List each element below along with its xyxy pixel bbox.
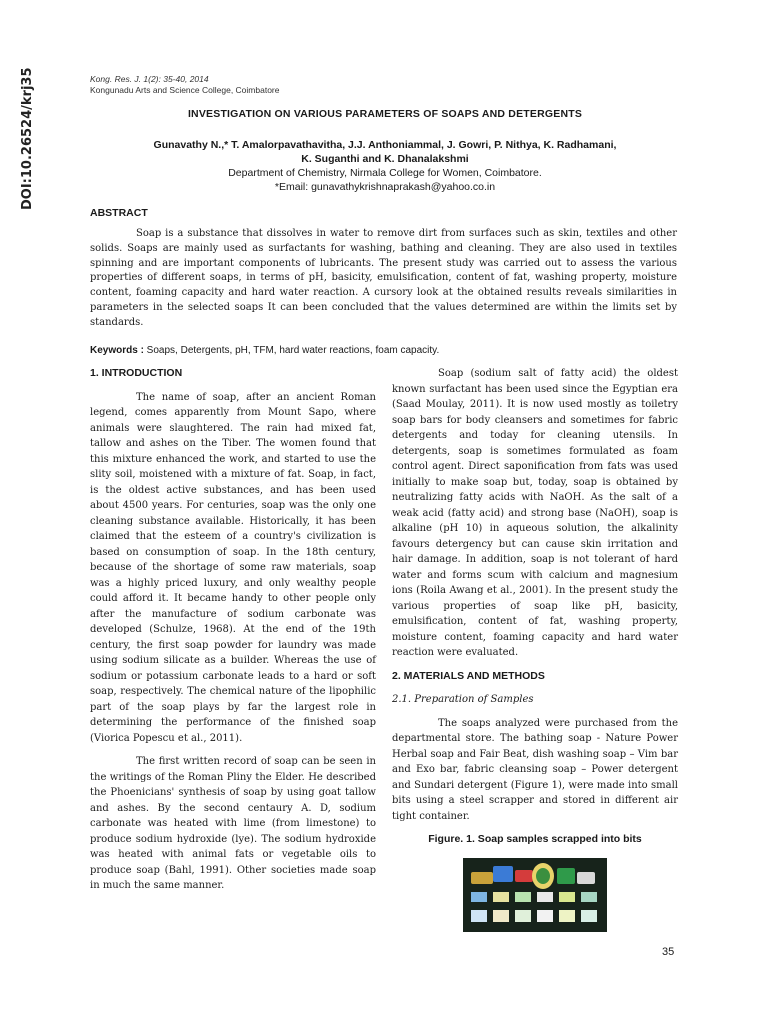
authors-line-2: K. Suganthi and K. Dhanalakshmi: [301, 153, 469, 165]
affiliation-dept: Department of Chemistry, Nirmala College for Women, Coimbatore.: [228, 167, 542, 179]
journal-publisher: Kongunadu Arts and Science College, Coimbatore: [90, 85, 280, 95]
abstract-text: Soap is a substance that dissolves in water to remove dirt from surfaces such as skin, textiles and other solids. Soaps are mainly used as surfactants for washing, bathing and cleaning. They are also used in textiles spinning and are important components of lubricants. The present study was carried out to assess the various properties of different soaps, in terms of pH, basicity, emulsification, content of fat, washing property, moisture content, foaming capacity and hard water reaction. A cursory look at the obtained results reveals similarities in parameters in the selected soaps It can been concluded that the values determined are within the limits set by standards.: [90, 228, 677, 328]
keywords-label: Keywords :: [90, 345, 144, 356]
abstract-body: [90, 227, 677, 331]
journal-citation: Kong. Res. J. 1(2): 35-40, 2014: [90, 74, 209, 84]
methods-heading: 2. MATERIALS AND METHODS: [392, 669, 545, 682]
intro-paragraph-1: The name of soap, after an ancient Roman legend, comes apparently from Mount Sapo, where animals were slaughtered. The rain had mixed fat, tallow and ashes on the Tiber. The women found that this mixture enhanced the work, and started to use the slity soil, moistened with a mixture of fat. Soap, in fact, is the oldest active substances, and has been used about 4500 years. For centuries, soap was the only one cleaning substance available. Historically, it has been claimed that the esteem of a country's civilization is based on consumption of soap. In the 18th century, because of the shortage of some raw materials, soap was a highly priced luxury, and only wealthy people could afford it. It became handy to other people only after the manufacture of sodium carbonate was developed (Schulze, 1968). At the end of the 19th century, the first soap powder for laundry was made using sodium silicate as a builder. Whereas the use of sodium or potassium carbonate leads to a hard or soft soap, respectively. The chemical nature of the lipophilic part of the soap plays by far the largest role in determining the performance of the finished soap (Viorica Popescu et al., 2011).: [90, 391, 376, 744]
authors-line-1: Gunavathy N.,* T. Amalorpavathavitha, J.J. Anthoniammal, J. Gowri, P. Nithya, K. Radhamani,: [153, 139, 617, 151]
soap-samples-illustration: [463, 858, 607, 932]
paper-title: INVESTIGATION ON VARIOUS PARAMETERS OF SOAPS AND DETERGENTS: [187, 108, 583, 120]
keywords-text: Soaps, Detergents, pH, TFM, hard water reactions, foam capacity.: [143, 345, 440, 356]
page-number: 35: [662, 946, 675, 958]
affiliation: [90, 166, 680, 194]
methods-subheading: 2.1. Preparation of Samples: [392, 694, 534, 705]
abstract-heading: ABSTRACT: [90, 207, 148, 219]
methods-paragraph-1: The soaps analyzed were purchased from the departmental store. The bathing soap - Nature Power Herbal soap and Fair Beat, dish washing soap – Vim bar and Exo bar, fabric cleansing soap – Power detergent and Sundari detergent (Figure 1), were made into small bits using a steel scrapper and stored in different air tight container.: [392, 717, 678, 822]
doi-label: DOI:10.26524/krj35: [20, 67, 35, 210]
affiliation-email: *Email: gunavathykrishnaprakash@yahoo.co.in: [274, 181, 496, 193]
keywords: [90, 344, 677, 358]
intro-heading: 1. INTRODUCTION: [90, 367, 183, 379]
soap-samples-photo: [463, 858, 607, 932]
figure-caption: Figure. 1. Soap samples scrapped into bits: [428, 833, 642, 845]
left-column: [90, 366, 376, 902]
right-column: [392, 366, 678, 932]
authors: [90, 138, 680, 166]
intro-paragraph-2: The first written record of soap can be seen in the writings of the Roman Pliny the Elder. He described the Phoenicians' synthesis of soap by using goat tallow and ashes. By the second centaury A. D, sodium carbonate was heated with lime (from limestone) to produce sodium hydroxide (lye). The sodium hydroxide was heated with animal fats or vegetable oils to produce soap (Bahl, 1991). Other societies made soap in much the same manner.: [90, 756, 376, 891]
journal-header: [90, 74, 279, 96]
intro-paragraph-3: Soap (sodium salt of fatty acid) the oldest known surfactant has been used since the Egyptian era (Saad Moulay, 2011). It is now used mostly as toiletry soap bars for body cleansers and sometimes for fabric detergents and today for cleaning utensils. In detergents, soap is sometimes formulated as foam control agent. Direct saponification from fats was used initially to make soap but, today, soap is obtained by neutralizing fatty acids with NaOH. As the salt of a weak acid (fatty acid) and strong base (NaOH), soap is alkaline (pH 10) in aqueous solution, the alkalinity favours detergency but can cause skin irritation and hair damage. In addition, soap is not tolerant of hard water and forms scum with calcium and magnesium ions (Roila Awang et al., 2001). In the present study the various properties of soap like pH, basicity, emulsification, content of fat, washing property, moisture content, foaming capacity and hard water reaction were evaluated.: [392, 368, 678, 658]
